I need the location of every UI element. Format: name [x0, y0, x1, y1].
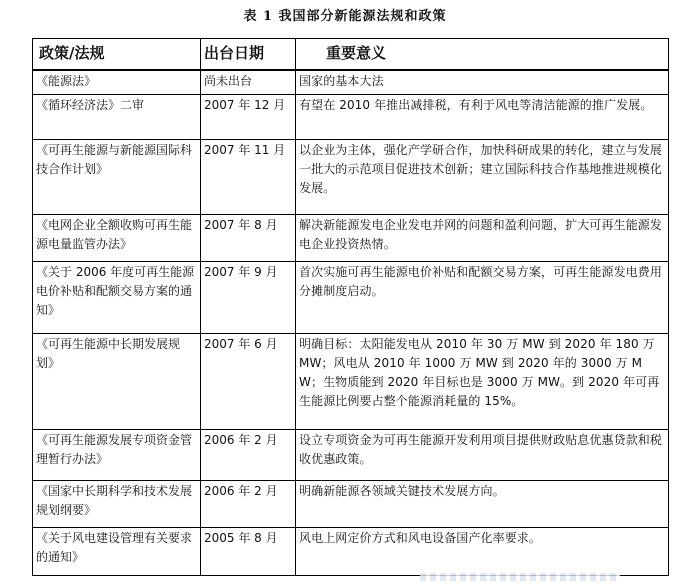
header-significance: 重要意义 [296, 39, 669, 71]
date-cell: 2007 年 6 月 [201, 333, 296, 429]
table-row [33, 214, 669, 261]
table-row [33, 70, 669, 94]
header-date: 出台日期 [201, 39, 296, 71]
significance-cell: 风电上网定价方式和风电设备国产化率要求。 [296, 527, 669, 575]
date-cell: 2005 年 8 月 [201, 527, 296, 575]
date-cell: 2007 年 11 月 [201, 139, 296, 214]
date-cell: 2007 年 12 月 [201, 94, 296, 139]
date-cell: 2007 年 8 月 [201, 214, 296, 261]
date-cell: 2007 年 9 月 [201, 261, 296, 333]
table-row [33, 333, 669, 429]
policy-cell: 《可再生能源与新能源国际科技合作计划》 [33, 139, 201, 214]
policy-cell: 《关于 2006 年度可再生能源电价补贴和配额交易方案的通知》 [33, 261, 201, 333]
table-row [33, 94, 669, 139]
significance-cell: 设立专项资金为可再生能源开发利用项目提供财政贴息优惠贷款和税收优惠政策。 [296, 429, 669, 480]
significance-cell: 以企业为主体，强化产学研合作，加快科研成果的转化，建立与发展一批大的示范项目促进技术创新；建立国际科技合作基地推进规模化发展。 [296, 139, 669, 214]
policy-cell: 《可再生能源中长期发展规划》 [33, 333, 201, 429]
significance-cell: 国家的基本大法 [296, 70, 669, 94]
table-row [33, 139, 669, 214]
policy-cell: 《电网企业全额收购可再生能源电量监管办法》 [33, 214, 201, 261]
policy-table [32, 38, 669, 576]
significance-cell: 首次实施可再生能源电价补贴和配额交易方案，可再生能源发电费用分摊制度启动。 [296, 261, 669, 333]
policy-cell: 《国家中长期科学和技术发展规划纲要》 [33, 480, 201, 527]
significance-cell: 解决新能源发电企业发电并网的问题和盈利问题，扩大可再生能源发电企业投资热情。 [296, 214, 669, 261]
header-row [33, 39, 669, 71]
table-row [33, 429, 669, 480]
date-cell: 尚未出台 [201, 70, 296, 94]
table-row [33, 527, 669, 575]
table-row [33, 480, 669, 527]
policy-cell: 《能源法》 [33, 70, 201, 94]
table-row [33, 261, 669, 333]
watermark [420, 573, 620, 581]
policy-cell: 《关于风电建设管理有关要求的通知》 [33, 527, 201, 575]
policy-cell: 《可再生能源发展专项资金管理暂行办法》 [33, 429, 201, 480]
significance-cell: 明确新能源各领域关键技术发展方向。 [296, 480, 669, 527]
policy-cell: 《循环经济法》二审 [33, 94, 201, 139]
significance-cell: 明确目标：太阳能发电从 2010 年 30 万 MW 到 2020 年 180 万 MW；风电从 2010 年 1000 万 MW 到 2020 年的 3000 万 MW；生物质能到 2020 年目标也是 3000 万 MW。到 2020 年可再生能源比例要占整个能源消耗量的 15%。 [296, 333, 669, 429]
header-policy: 政策/法规 [33, 39, 201, 71]
significance-cell: 有望在 2010 年推出减排税，有利于风电等清洁能源的推广发展。 [296, 94, 669, 139]
date-cell: 2006 年 2 月 [201, 480, 296, 527]
table-caption: 表 1 我国部分新能源法规和政策 [243, 9, 447, 24]
date-cell: 2006 年 2 月 [201, 429, 296, 480]
